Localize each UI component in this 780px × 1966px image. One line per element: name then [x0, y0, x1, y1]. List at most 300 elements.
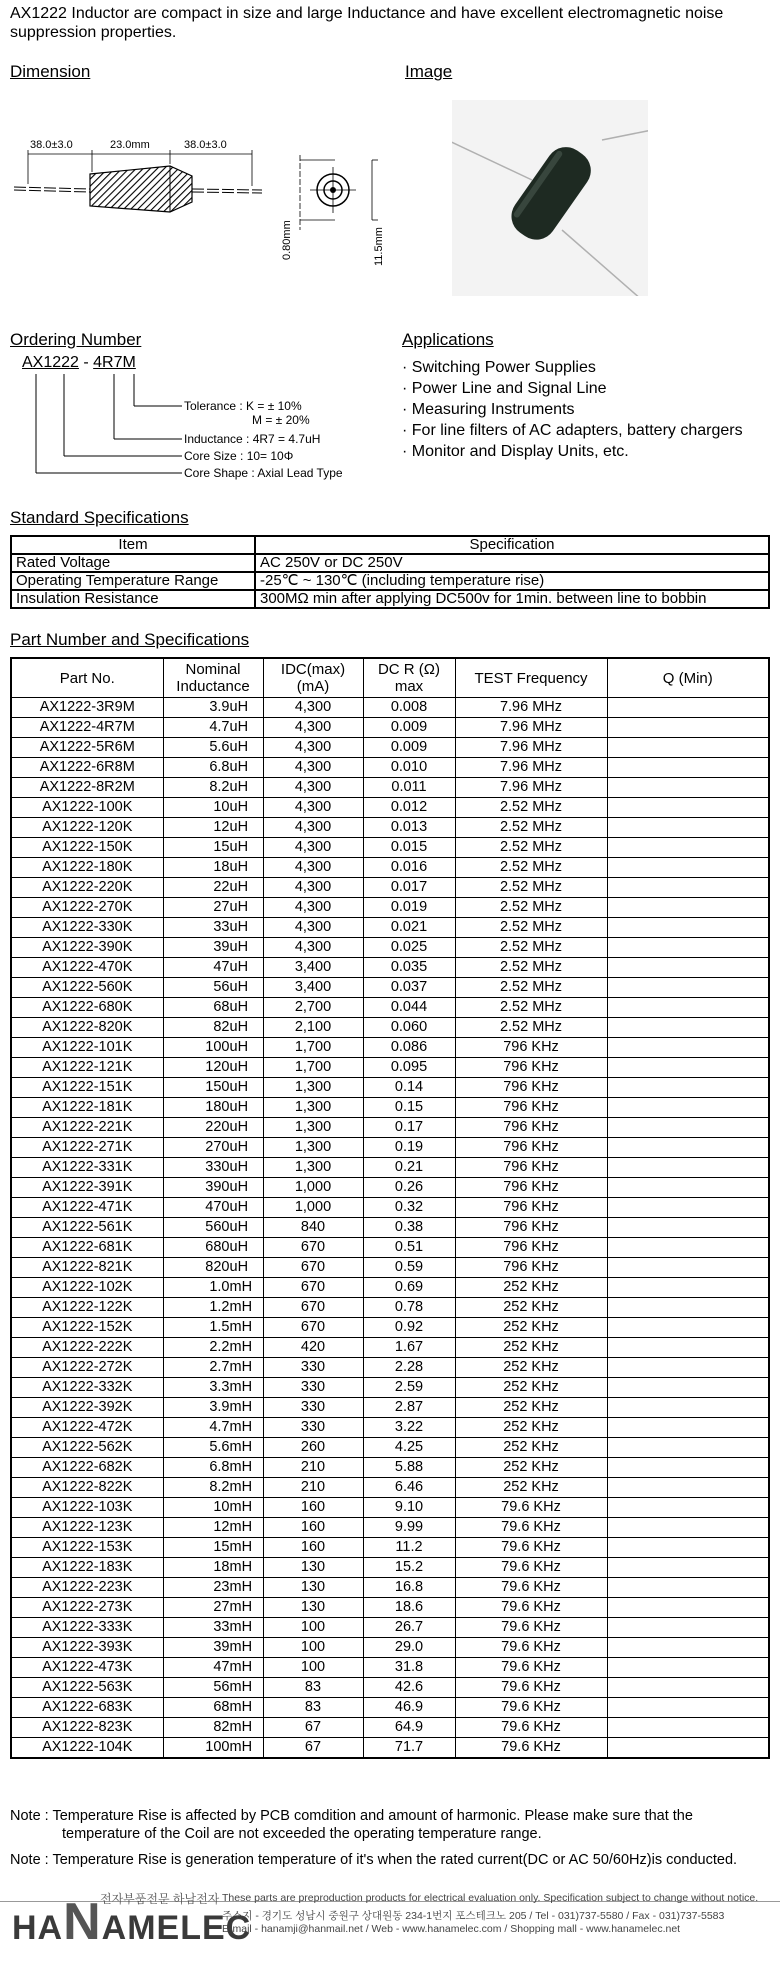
- frequency-cell: 7.96 MHz: [455, 718, 607, 738]
- dcr-cell: 0.17: [363, 1118, 455, 1138]
- part-no-cell: AX1222-561K: [11, 1218, 163, 1238]
- q-cell: [607, 1378, 769, 1398]
- table-row: [11, 918, 769, 938]
- inductance-cell: 18uH: [163, 858, 263, 878]
- table-row: [11, 878, 769, 898]
- q-cell: [607, 1118, 769, 1138]
- dcr-cell: 0.14: [363, 1078, 455, 1098]
- table-row: [11, 1258, 769, 1278]
- part-no-cell: AX1222-823K: [11, 1718, 163, 1738]
- q-cell: [607, 1698, 769, 1718]
- inductance-label: Inductance : 4R7 = 4.7uH: [184, 432, 321, 446]
- idc-cell: 67: [263, 1718, 363, 1738]
- tolerance-label-m: M = ± 20%: [252, 413, 310, 427]
- q-cell: [607, 1458, 769, 1478]
- dimension-drawing: [0, 120, 420, 290]
- part-no-cell: AX1222-472K: [11, 1418, 163, 1438]
- inductance-cell: 39uH: [163, 938, 263, 958]
- tolerance-label: Tolerance : K = ± 10%: [184, 399, 302, 413]
- wire-diameter-label: 0.80mm: [281, 220, 293, 260]
- q-cell: [607, 978, 769, 998]
- inductance-cell: 470uH: [163, 1198, 263, 1218]
- note-1: Note : Temperature Rise is affected by PCB comdition and amount of harmonic. Please make sure that the temperature of the Coil are not exceeded the operating temperature range.: [10, 1808, 693, 1842]
- idc-cell: 670: [263, 1258, 363, 1278]
- q-cell: [607, 858, 769, 878]
- table-row: [11, 1018, 769, 1038]
- inductance-cell: 10mH: [163, 1498, 263, 1518]
- frequency-cell: 796 KHz: [455, 1098, 607, 1118]
- dcr-cell: 0.010: [363, 758, 455, 778]
- inductance-cell: 820uH: [163, 1258, 263, 1278]
- inductance-cell: 15uH: [163, 838, 263, 858]
- table-row: [11, 1618, 769, 1638]
- part-no-cell: AX1222-331K: [11, 1158, 163, 1178]
- body-length-label: 23.0mm: [110, 139, 150, 151]
- table-row: [11, 1738, 769, 1759]
- idc-cell: 130: [263, 1598, 363, 1618]
- idc-cell: 330: [263, 1418, 363, 1438]
- table-row: [11, 738, 769, 758]
- dcr-cell: 0.017: [363, 878, 455, 898]
- part-no-cell: AX1222-330K: [11, 918, 163, 938]
- frequency-cell: 79.6 KHz: [455, 1538, 607, 1558]
- spec-item: Insulation Resistance: [11, 590, 255, 608]
- idc-cell: 130: [263, 1578, 363, 1598]
- part-no-cell: AX1222-122K: [11, 1298, 163, 1318]
- dcr-cell: 0.51: [363, 1238, 455, 1258]
- inductance-cell: 1.5mH: [163, 1318, 263, 1338]
- q-cell: [607, 1298, 769, 1318]
- frequency-cell: 796 KHz: [455, 1058, 607, 1078]
- idc-cell: 330: [263, 1358, 363, 1378]
- dcr-cell: 0.59: [363, 1258, 455, 1278]
- image-heading: Image: [405, 62, 453, 81]
- applications-list: [402, 357, 743, 462]
- q-cell: [607, 778, 769, 798]
- dcr-cell: 0.78: [363, 1298, 455, 1318]
- dcr-cell: 0.025: [363, 938, 455, 958]
- idc-cell: 83: [263, 1698, 363, 1718]
- frequency-cell: 79.6 KHz: [455, 1638, 607, 1658]
- header-inductance: Nominal Inductance: [163, 658, 263, 698]
- q-cell: [607, 1438, 769, 1458]
- inductance-cell: 33uH: [163, 918, 263, 938]
- lead-left-label: 38.0±3.0: [30, 139, 73, 151]
- table-row: [11, 1498, 769, 1518]
- dcr-cell: 0.38: [363, 1218, 455, 1238]
- idc-cell: 83: [263, 1678, 363, 1698]
- idc-cell: 1,000: [263, 1198, 363, 1218]
- dcr-cell: 0.086: [363, 1038, 455, 1058]
- part-no-cell: AX1222-391K: [11, 1178, 163, 1198]
- table-row: [11, 798, 769, 818]
- dcr-cell: 71.7: [363, 1738, 455, 1759]
- q-cell: [607, 818, 769, 838]
- q-cell: [607, 1318, 769, 1338]
- part-no-cell: AX1222-103K: [11, 1498, 163, 1518]
- inductance-cell: 39mH: [163, 1638, 263, 1658]
- dcr-cell: 0.26: [363, 1178, 455, 1198]
- frequency-cell: 79.6 KHz: [455, 1618, 607, 1638]
- footer-disclaimer: These parts are preproduction products for electrical evaluation only. Specification subject to change without notice.: [222, 1892, 759, 1904]
- table-row: [11, 1238, 769, 1258]
- table-row: [11, 1598, 769, 1618]
- inductance-cell: 220uH: [163, 1118, 263, 1138]
- part-no-cell: AX1222-683K: [11, 1698, 163, 1718]
- spec-value: AC 250V or DC 250V: [255, 554, 769, 572]
- dcr-cell: 46.9: [363, 1698, 455, 1718]
- table-row: [11, 1558, 769, 1578]
- part-no-cell: AX1222-8R2M: [11, 778, 163, 798]
- part-no-cell: AX1222-333K: [11, 1618, 163, 1638]
- table-row: [11, 1518, 769, 1538]
- inductance-cell: 180uH: [163, 1098, 263, 1118]
- table-row: [11, 958, 769, 978]
- parts-header-row: [11, 658, 769, 698]
- inductance-cell: 120uH: [163, 1058, 263, 1078]
- table-row: [11, 1678, 769, 1698]
- table-row: [11, 1438, 769, 1458]
- parts-table: [10, 657, 770, 1759]
- dcr-cell: 0.060: [363, 1018, 455, 1038]
- part-no-cell: AX1222-332K: [11, 1378, 163, 1398]
- part-no-cell: AX1222-104K: [11, 1738, 163, 1759]
- q-cell: [607, 1098, 769, 1118]
- frequency-cell: 796 KHz: [455, 1038, 607, 1058]
- idc-cell: 4,300: [263, 798, 363, 818]
- q-cell: [607, 1398, 769, 1418]
- part-no-cell: AX1222-272K: [11, 1358, 163, 1378]
- q-cell: [607, 1618, 769, 1638]
- part-no-cell: AX1222-101K: [11, 1038, 163, 1058]
- table-row: [11, 1078, 769, 1098]
- application-item: · Measuring Instruments: [402, 401, 575, 418]
- part-no-cell: AX1222-560K: [11, 978, 163, 998]
- frequency-cell: 796 KHz: [455, 1138, 607, 1158]
- idc-cell: 160: [263, 1518, 363, 1538]
- dcr-cell: 0.92: [363, 1318, 455, 1338]
- dcr-cell: 9.10: [363, 1498, 455, 1518]
- part-no-cell: AX1222-470K: [11, 958, 163, 978]
- part-no-cell: AX1222-393K: [11, 1638, 163, 1658]
- inductance-cell: 8.2mH: [163, 1478, 263, 1498]
- frequency-cell: 7.96 MHz: [455, 778, 607, 798]
- part-no-cell: AX1222-681K: [11, 1238, 163, 1258]
- frequency-cell: 2.52 MHz: [455, 938, 607, 958]
- table-row: [11, 1098, 769, 1118]
- part-no-cell: AX1222-221K: [11, 1118, 163, 1138]
- inductance-cell: 33mH: [163, 1618, 263, 1638]
- part-no-cell: AX1222-153K: [11, 1538, 163, 1558]
- part-no-cell: AX1222-271K: [11, 1138, 163, 1158]
- q-cell: [607, 1518, 769, 1538]
- inductance-cell: 82mH: [163, 1718, 263, 1738]
- q-cell: [607, 998, 769, 1018]
- frequency-cell: 796 KHz: [455, 1078, 607, 1098]
- idc-cell: 670: [263, 1318, 363, 1338]
- inductance-cell: 10uH: [163, 798, 263, 818]
- idc-cell: 4,300: [263, 878, 363, 898]
- part-no-cell: AX1222-183K: [11, 1558, 163, 1578]
- inductance-cell: 3.3mH: [163, 1378, 263, 1398]
- order-code-value: 4R7M: [93, 354, 136, 371]
- inductance-cell: 150uH: [163, 1078, 263, 1098]
- table-row: [11, 1038, 769, 1058]
- frequency-cell: 2.52 MHz: [455, 898, 607, 918]
- idc-cell: 1,000: [263, 1178, 363, 1198]
- table-row: [11, 718, 769, 738]
- inductance-cell: 8.2uH: [163, 778, 263, 798]
- idc-cell: 260: [263, 1438, 363, 1458]
- frequency-cell: 79.6 KHz: [455, 1718, 607, 1738]
- dcr-cell: 0.016: [363, 858, 455, 878]
- idc-cell: 4,300: [263, 698, 363, 718]
- idc-cell: 1,700: [263, 1038, 363, 1058]
- table-row: [11, 758, 769, 778]
- frequency-cell: 252 KHz: [455, 1338, 607, 1358]
- inductance-cell: 3.9uH: [163, 698, 263, 718]
- frequency-cell: 2.52 MHz: [455, 998, 607, 1018]
- table-row: [11, 1578, 769, 1598]
- core-shape-label: Core Shape : Axial Lead Type: [184, 466, 343, 480]
- q-cell: [607, 1498, 769, 1518]
- idc-cell: 2,100: [263, 1018, 363, 1038]
- table-row: [11, 938, 769, 958]
- idc-cell: 100: [263, 1618, 363, 1638]
- q-cell: [607, 1658, 769, 1678]
- inductance-cell: 560uH: [163, 1218, 263, 1238]
- spec-value: 300MΩ min after applying DC500v for 1min. between line to bobbin: [255, 590, 769, 608]
- inductance-cell: 47uH: [163, 958, 263, 978]
- header-part-no: Part No.: [11, 658, 163, 698]
- idc-cell: 160: [263, 1538, 363, 1558]
- frequency-cell: 252 KHz: [455, 1378, 607, 1398]
- q-cell: [607, 1018, 769, 1038]
- dcr-cell: 0.021: [363, 918, 455, 938]
- frequency-cell: 79.6 KHz: [455, 1498, 607, 1518]
- dcr-cell: 2.59: [363, 1378, 455, 1398]
- dcr-cell: 0.035: [363, 958, 455, 978]
- q-cell: [607, 1238, 769, 1258]
- inductance-cell: 100uH: [163, 1038, 263, 1058]
- inductance-cell: 56uH: [163, 978, 263, 998]
- part-no-cell: AX1222-150K: [11, 838, 163, 858]
- part-no-cell: AX1222-152K: [11, 1318, 163, 1338]
- dcr-cell: 0.69: [363, 1278, 455, 1298]
- inductance-cell: 1.2mH: [163, 1298, 263, 1318]
- frequency-cell: 79.6 KHz: [455, 1598, 607, 1618]
- frequency-cell: 79.6 KHz: [455, 1658, 607, 1678]
- q-cell: [607, 1478, 769, 1498]
- part-no-cell: AX1222-120K: [11, 818, 163, 838]
- footer-address: 주소지 - 경기도 성남시 중원구 상대원동 234-1번지 포스테크노 205 / Tel - 031)737-5580 / Fax - 031)737-5583 E-mail - hanamji@hanmail.net / Web - www.hanamelec.com / Shopping mall - www.hanamelec.net: [222, 1910, 725, 1935]
- idc-cell: 4,300: [263, 858, 363, 878]
- standard-spec-table: [10, 535, 770, 609]
- idc-cell: 1,300: [263, 1078, 363, 1098]
- idc-cell: 3,400: [263, 978, 363, 998]
- frequency-cell: 2.52 MHz: [455, 878, 607, 898]
- dcr-cell: 0.21: [363, 1158, 455, 1178]
- frequency-cell: 79.6 KHz: [455, 1578, 607, 1598]
- dcr-cell: 0.32: [363, 1198, 455, 1218]
- table-row: [11, 1718, 769, 1738]
- product-photo: [452, 100, 648, 296]
- frequency-cell: 252 KHz: [455, 1398, 607, 1418]
- dcr-cell: 42.6: [363, 1678, 455, 1698]
- core-size-label: Core Size : 10= 10Φ: [184, 449, 294, 463]
- dcr-cell: 1.67: [363, 1338, 455, 1358]
- table-row: [11, 1338, 769, 1358]
- q-cell: [607, 1418, 769, 1438]
- part-no-cell: AX1222-151K: [11, 1078, 163, 1098]
- part-no-cell: AX1222-822K: [11, 1478, 163, 1498]
- dcr-cell: 16.8: [363, 1578, 455, 1598]
- idc-cell: 4,300: [263, 738, 363, 758]
- part-no-cell: AX1222-471K: [11, 1198, 163, 1218]
- q-cell: [607, 758, 769, 778]
- part-no-cell: AX1222-100K: [11, 798, 163, 818]
- dcr-cell: 0.019: [363, 898, 455, 918]
- table-row: [11, 1398, 769, 1418]
- part-no-cell: AX1222-180K: [11, 858, 163, 878]
- frequency-cell: 252 KHz: [455, 1458, 607, 1478]
- q-cell: [607, 1358, 769, 1378]
- table-row: [11, 1118, 769, 1138]
- idc-cell: 3,400: [263, 958, 363, 978]
- idc-cell: 100: [263, 1638, 363, 1658]
- dcr-cell: 0.009: [363, 718, 455, 738]
- inductance-cell: 12mH: [163, 1518, 263, 1538]
- q-cell: [607, 698, 769, 718]
- inductance-cell: 12uH: [163, 818, 263, 838]
- application-item: · Monitor and Display Units, etc.: [402, 443, 629, 460]
- dcr-cell: 4.25: [363, 1438, 455, 1458]
- inductance-cell: 15mH: [163, 1538, 263, 1558]
- part-no-cell: AX1222-270K: [11, 898, 163, 918]
- frequency-cell: 252 KHz: [455, 1278, 607, 1298]
- frequency-cell: 79.6 KHz: [455, 1518, 607, 1538]
- q-cell: [607, 738, 769, 758]
- part-no-cell: AX1222-3R9M: [11, 698, 163, 718]
- q-cell: [607, 1538, 769, 1558]
- order-code-series: AX1222: [22, 354, 79, 371]
- frequency-cell: 796 KHz: [455, 1118, 607, 1138]
- table-row: [11, 1178, 769, 1198]
- part-no-cell: AX1222-5R6M: [11, 738, 163, 758]
- frequency-cell: 796 KHz: [455, 1218, 607, 1238]
- idc-cell: 670: [263, 1298, 363, 1318]
- q-cell: [607, 1718, 769, 1738]
- frequency-cell: 796 KHz: [455, 1258, 607, 1278]
- inductance-cell: 68uH: [163, 998, 263, 1018]
- part-no-cell: AX1222-123K: [11, 1518, 163, 1538]
- table-row: [11, 818, 769, 838]
- frequency-cell: 2.52 MHz: [455, 858, 607, 878]
- inductance-cell: 22uH: [163, 878, 263, 898]
- q-cell: [607, 1178, 769, 1198]
- idc-cell: 4,300: [263, 758, 363, 778]
- part-no-cell: AX1222-562K: [11, 1438, 163, 1458]
- idc-cell: 4,300: [263, 918, 363, 938]
- q-cell: [607, 1258, 769, 1278]
- inductance-cell: 270uH: [163, 1138, 263, 1158]
- q-cell: [607, 958, 769, 978]
- table-row: [11, 1218, 769, 1238]
- intro-text: AX1222 Inductor are compact in size and large Inductance and have excellent electromagnetic noise suppression properties.: [10, 5, 724, 41]
- inductance-cell: 4.7mH: [163, 1418, 263, 1438]
- part-no-cell: AX1222-4R7M: [11, 718, 163, 738]
- header-test-frequency: TEST Frequency: [455, 658, 607, 698]
- frequency-cell: 2.52 MHz: [455, 1018, 607, 1038]
- frequency-cell: 252 KHz: [455, 1418, 607, 1438]
- part-no-cell: AX1222-820K: [11, 1018, 163, 1038]
- q-cell: [607, 898, 769, 918]
- table-row: [11, 698, 769, 718]
- lead-right-label: 38.0±3.0: [184, 139, 227, 151]
- dcr-cell: 11.2: [363, 1538, 455, 1558]
- part-no-cell: AX1222-220K: [11, 878, 163, 898]
- dcr-cell: 26.7: [363, 1618, 455, 1638]
- spec-item: Rated Voltage: [11, 554, 255, 572]
- idc-cell: 1,300: [263, 1118, 363, 1138]
- idc-cell: 4,300: [263, 838, 363, 858]
- frequency-cell: 7.96 MHz: [455, 698, 607, 718]
- table-row: [11, 1318, 769, 1338]
- idc-cell: 420: [263, 1338, 363, 1358]
- frequency-cell: 2.52 MHz: [455, 918, 607, 938]
- dcr-cell: 0.008: [363, 698, 455, 718]
- table-row: [11, 1058, 769, 1078]
- table-row: [11, 1698, 769, 1718]
- inductance-cell: 390uH: [163, 1178, 263, 1198]
- q-cell: [607, 878, 769, 898]
- frequency-cell: 2.52 MHz: [455, 838, 607, 858]
- q-cell: [607, 1138, 769, 1158]
- part-no-cell: AX1222-223K: [11, 1578, 163, 1598]
- dcr-cell: 18.6: [363, 1598, 455, 1618]
- part-no-cell: AX1222-821K: [11, 1258, 163, 1278]
- order-code-dash: -: [78, 354, 94, 371]
- part-no-cell: AX1222-102K: [11, 1278, 163, 1298]
- part-no-cell: AX1222-6R8M: [11, 758, 163, 778]
- idc-cell: 330: [263, 1398, 363, 1418]
- idc-cell: 670: [263, 1278, 363, 1298]
- table-row: [11, 1158, 769, 1178]
- frequency-cell: 796 KHz: [455, 1238, 607, 1258]
- q-cell: [607, 1338, 769, 1358]
- table-row: [11, 858, 769, 878]
- table-row: [11, 978, 769, 998]
- inductance-cell: 6.8mH: [163, 1458, 263, 1478]
- inductance-cell: 6.8uH: [163, 758, 263, 778]
- idc-cell: 210: [263, 1478, 363, 1498]
- idc-cell: 4,300: [263, 898, 363, 918]
- spec-item: Operating Temperature Range: [11, 572, 255, 590]
- inductance-cell: 68mH: [163, 1698, 263, 1718]
- dcr-cell: 29.0: [363, 1638, 455, 1658]
- dcr-cell: 15.2: [363, 1558, 455, 1578]
- q-cell: [607, 1158, 769, 1178]
- frequency-cell: 2.52 MHz: [455, 978, 607, 998]
- part-no-cell: AX1222-273K: [11, 1598, 163, 1618]
- dcr-cell: 9.99: [363, 1518, 455, 1538]
- inductance-cell: 27mH: [163, 1598, 263, 1618]
- table-row: [11, 1358, 769, 1378]
- frequency-cell: 7.96 MHz: [455, 738, 607, 758]
- table-row: [11, 998, 769, 1018]
- q-cell: [607, 718, 769, 738]
- idc-cell: 210: [263, 1458, 363, 1478]
